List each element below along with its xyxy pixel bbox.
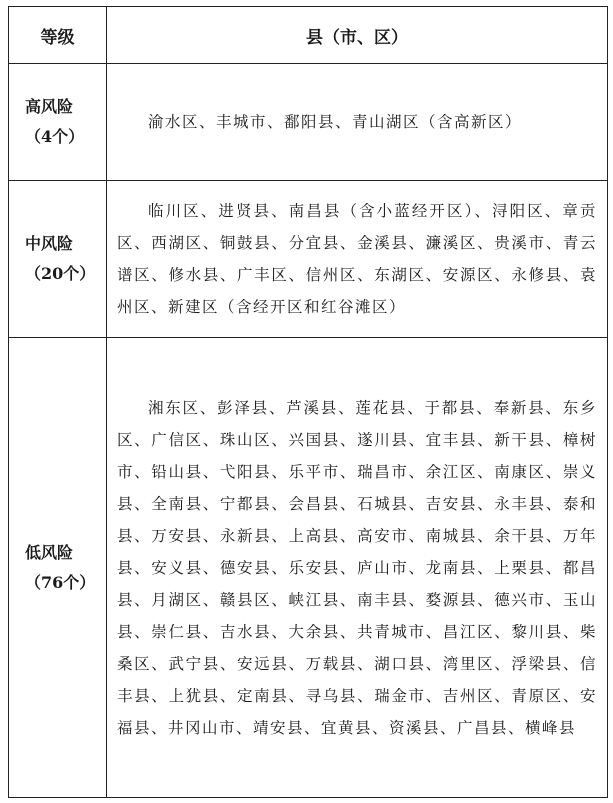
header-level: 等级: [9, 7, 107, 64]
header-area: 县（市、区）: [107, 7, 608, 64]
areas-low-risk-text: 湘东区、彭泽县、芦溪县、莲花县、于都县、奉新县、东乡区、广信区、珠山区、兴国县、遂川县、宜丰县、新干县、樟树市、铅山县、弋阳县、乐平市、瑞昌市、余江区、南康区、崇义县、全南县、宁都县、会昌县、石城县、吉安县、永丰县、泰和县、万安县、永新县、上高县、高安市、南城县、余干县、万年县、安义县、德安县、乐安县、庐山市、龙南县、上栗县、都昌县、月湖区、赣县区、峡江县、南丰县、婺源县、德兴市、玉山县、崇仁县、吉水县、大余县、共青城市、昌江区、黎川县、柴桑区、武宁县、安远县、万载县、湖口县、湾里区、浮梁县、信丰县、上犹县、定南县、寻乌县、瑞金市、吉州区、青原区、安福县、井冈山市、靖安县、宜黄县、资溪县、广昌县、横峰县: [117, 398, 597, 737]
table-header-row: [9, 7, 608, 64]
level-low-risk: 低风险（76个）: [9, 338, 107, 798]
table-row-medium-risk: [9, 181, 608, 338]
risk-level-table: [8, 6, 608, 798]
areas-high-risk-text: 渝水区、丰城市、鄱阳县、青山湖区（含高新区）: [148, 113, 523, 131]
areas-low-risk: [107, 338, 608, 798]
level-high-risk: 高风险（4个）: [9, 64, 107, 181]
areas-high-risk: [107, 64, 608, 181]
table-row-high-risk: [9, 64, 608, 181]
areas-medium-risk: [107, 181, 608, 338]
areas-medium-risk-text: 临川区、进贤县、南昌县（含小蓝经开区）、浔阳区、章贡区、西湖区、铜鼓县、分宜县、金溪县、濂溪区、贵溪市、青云谱区、修水县、广丰区、信州区、东湖区、安源区、永修县、袁州区、新建区（含经开区和红谷滩区）: [117, 202, 597, 316]
table-row-low-risk: [9, 338, 608, 798]
level-medium-risk: 中风险（20个）: [9, 181, 107, 338]
